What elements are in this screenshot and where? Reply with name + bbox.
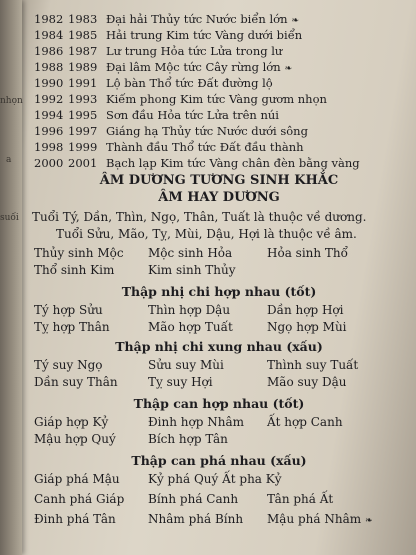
menh-text: Sơn đầu Hỏa tức Lửa trên núi (106, 108, 279, 122)
year-start: 1990 (34, 76, 64, 90)
year-row (22, 156, 416, 172)
menh-text: Giáng hạ Thủy tức Nước dưới sông (106, 124, 308, 138)
tuong-sinh-cell: Hỏa sinh Thổ (267, 246, 348, 260)
year-start: 1998 (34, 140, 64, 154)
pair-row (22, 432, 416, 448)
pair-cell: Sửu suy Mùi (148, 358, 224, 372)
pair-row (22, 512, 416, 528)
margin-fragment: a (6, 155, 12, 165)
year-end: 1985 (68, 28, 98, 42)
pair-row (22, 303, 416, 319)
pair-cell: Kỷ phá Quý Ất pha Kỷ (148, 472, 282, 486)
margin-fragment: suối (0, 213, 19, 223)
section-heading-am-hay-duong: ÂM HAY DƯƠNG (158, 190, 280, 205)
pair-row (22, 320, 416, 336)
tuong-sinh-cell: Kim sinh Thủy (148, 263, 236, 277)
year-row (22, 12, 416, 28)
year-start: 1986 (34, 44, 64, 58)
year-start: 1996 (34, 124, 64, 138)
pair-cell: Ất hợp Canh (267, 415, 343, 429)
pair-cell: Bính phá Canh (148, 492, 239, 506)
pair-cell: Canh phá Giáp (34, 492, 125, 506)
pair-cell: Tân phá Ất (267, 492, 334, 506)
pair-row (22, 492, 416, 508)
year-end: 1991 (68, 76, 98, 90)
menh-text: Lộ bàn Thổ tức Đất đường lộ (106, 76, 273, 90)
pair-cell: Tý suy Ngọ (34, 358, 103, 372)
pair-cell: Đinh phá Tân (34, 512, 116, 526)
year-row (22, 140, 416, 156)
pair-cell: Mão hợp Tuất (148, 320, 233, 334)
pair-cell: Dần suy Thân (34, 375, 118, 389)
year-row (22, 60, 416, 76)
tuong-sinh-row (22, 263, 416, 279)
menh-text: Đại hải Thủy tức Nước biển lớn ❧ (106, 12, 300, 26)
menh-text: Lư trung Hỏa tức Lửa trong lư (106, 44, 283, 58)
year-start: 1982 (34, 12, 64, 26)
section-title: Thập can hợp nhau (tốt) (133, 396, 305, 411)
pair-cell: Dần hợp Hợi (267, 303, 344, 317)
pair-row (22, 375, 416, 391)
year-end: 1983 (68, 12, 98, 26)
leaf-icon: ❧ (365, 516, 373, 526)
pair-cell: Thìn hợp Dậu (148, 303, 231, 317)
year-end: 2001 (68, 156, 98, 170)
pair-cell: Mão suy Dậu (267, 375, 347, 389)
margin-fragment: nhọn (0, 96, 23, 106)
pair-row (22, 415, 416, 431)
leaf-icon: ❧ (291, 16, 300, 26)
section-title: Thập nhị chi xung nhau (xấu) (115, 339, 323, 354)
tuong-sinh-cell: Thủy sinh Mộc (34, 246, 124, 260)
year-row (22, 124, 416, 140)
pair-row (22, 358, 416, 374)
leaf-icon: ❧ (284, 64, 293, 74)
section-heading-am-duong: ÂM DƯƠNG TƯƠNG SINH KHẮC (99, 173, 339, 188)
pair-cell: Mậu hợp Quý (34, 432, 116, 446)
pair-cell: Giáp hợp Kỷ (34, 415, 109, 429)
year-row (22, 108, 416, 124)
pair-cell: Thình suy Tuất (267, 358, 359, 372)
pair-cell: Tỵ suy Hợi (148, 375, 213, 389)
year-start: 1992 (34, 92, 64, 106)
pair-cell: Tỵ hợp Thân (34, 320, 110, 334)
tuong-sinh-cell: Mộc sinh Hỏa (148, 246, 233, 260)
year-row (22, 44, 416, 60)
section-title: Thập nhị chi hợp nhau (tốt) (121, 284, 317, 299)
paragraph-am: Tuổi Sửu, Mão, Tỵ, Mùi, Dậu, Hợi là thuộc về âm. (56, 227, 357, 241)
year-end: 1989 (68, 60, 98, 74)
menh-text: Kiếm phong Kim tức Vàng gươm nhọn (106, 92, 327, 106)
year-row (22, 28, 416, 44)
year-start: 2000 (34, 156, 64, 170)
section-title: Thập can phá nhau (xấu) (131, 453, 307, 468)
year-row (22, 76, 416, 92)
book-gutter (0, 0, 22, 555)
menh-text: Hải trung Kim tức Vàng dưới biển (106, 28, 303, 42)
paragraph-duong: Tuổi Tý, Dần, Thìn, Ngọ, Thân, Tuất là thuộc về dương. (32, 210, 367, 224)
year-row (22, 92, 416, 108)
year-end: 1997 (68, 124, 98, 138)
book-page (22, 0, 416, 555)
menh-text: Bạch lạp Kim tức Vàng chân đèn bằng vàng (106, 156, 360, 170)
year-end: 1999 (68, 140, 98, 154)
year-start: 1994 (34, 108, 64, 122)
menh-text: Thành đầu Thổ tức Đất đầu thành (106, 140, 304, 154)
year-end: 1987 (68, 44, 98, 58)
pair-cell-with-leaf: Mậu phá Nhâm ❧ (267, 512, 373, 526)
pair-cell: Bích hợp Tân (148, 432, 228, 446)
year-start: 1984 (34, 28, 64, 42)
pair-cell: Giáp phá Mậu (34, 472, 120, 486)
pair-cell: Tý hợp Sửu (34, 303, 103, 317)
pair-cell: Ngọ hợp Mùi (267, 320, 347, 334)
tuong-sinh-row (22, 246, 416, 262)
pair-cell: Nhâm phá Bính (148, 512, 244, 526)
pair-cell: Đinh hợp Nhâm (148, 415, 245, 429)
menh-text: Đại lâm Mộc tức Cây rừng lớn ❧ (106, 60, 293, 74)
year-start: 1988 (34, 60, 64, 74)
tuong-sinh-cell: Thổ sinh Kim (34, 263, 115, 277)
pair-row (22, 472, 416, 488)
year-end: 1993 (68, 92, 98, 106)
year-end: 1995 (68, 108, 98, 122)
